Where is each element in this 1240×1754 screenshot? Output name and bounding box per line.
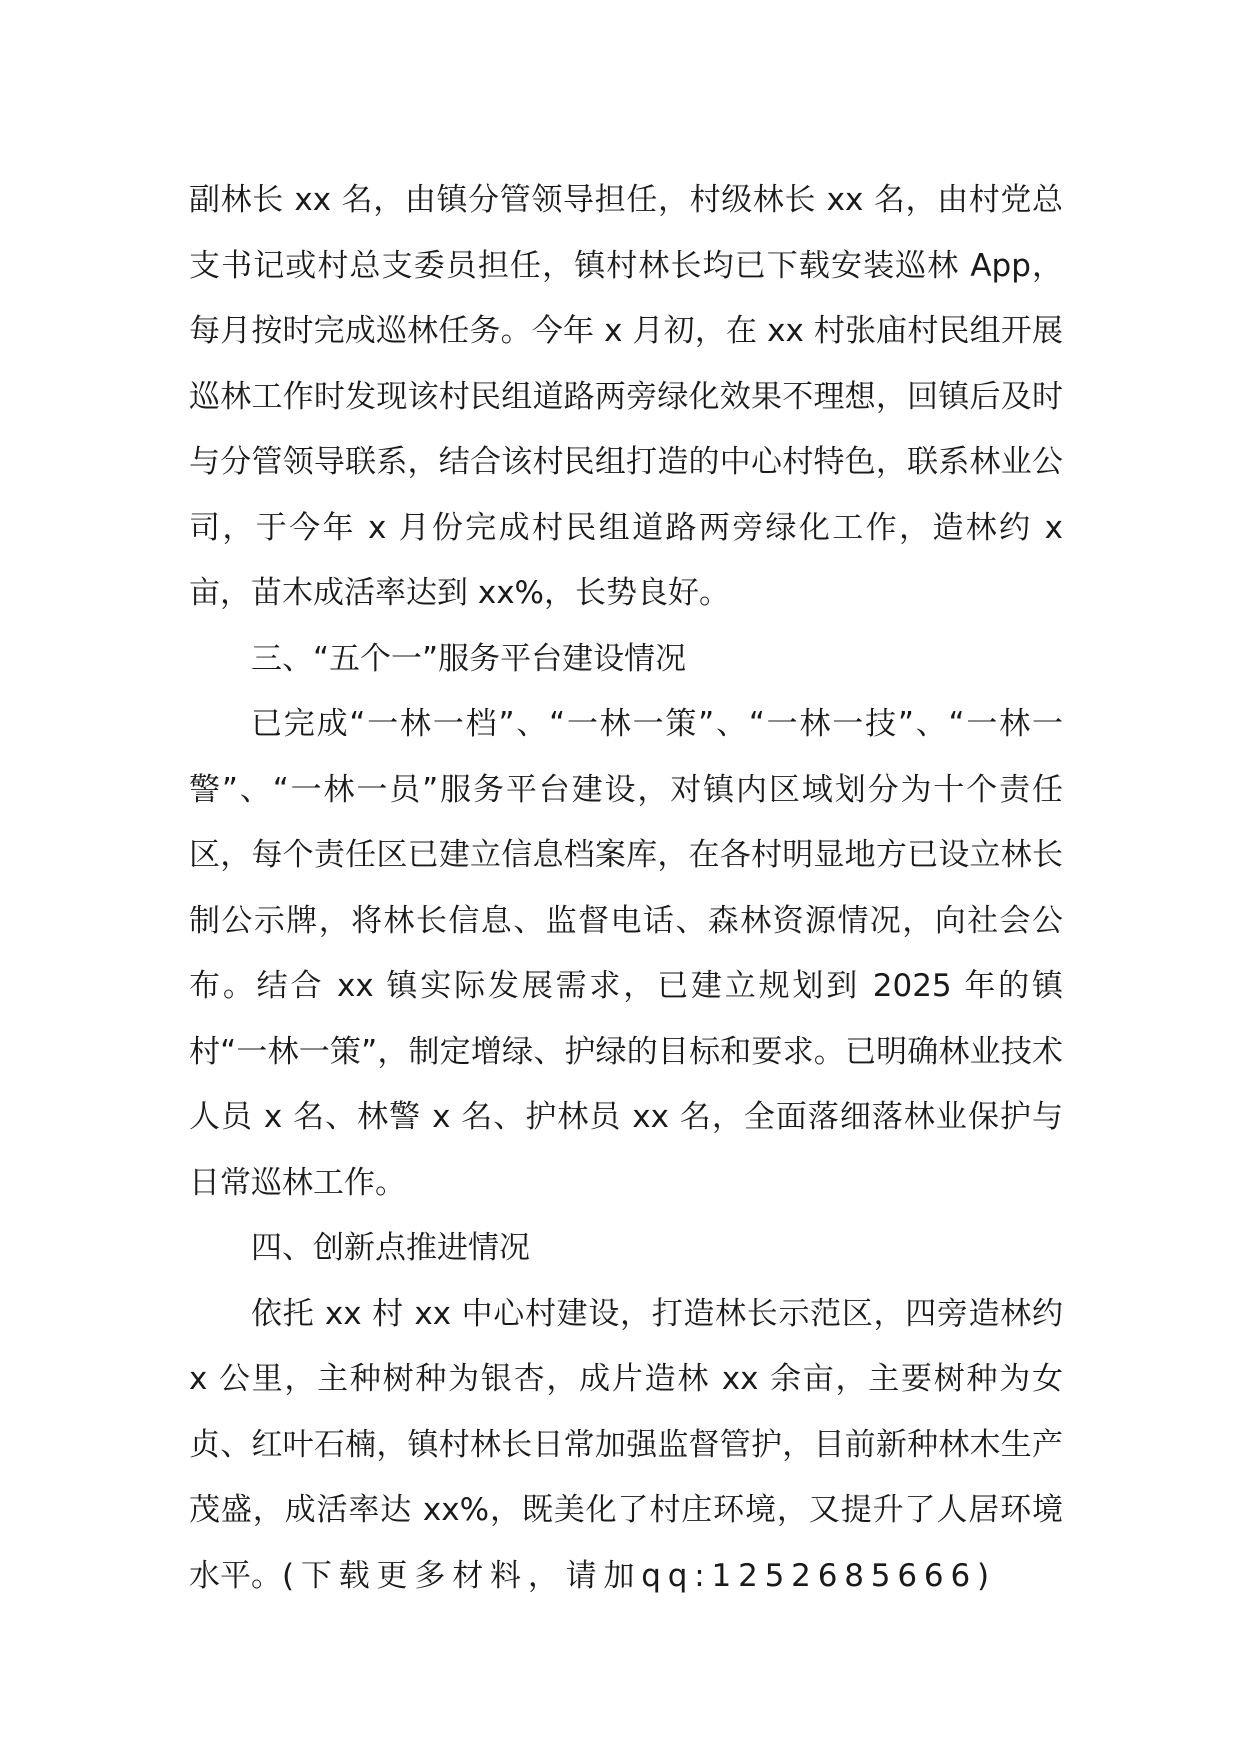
section-heading-innovation: 四、创新点推进情况 (251, 1230, 530, 1266)
paragraph-innovation-text: 依托 xx 村 xx 中心村建设，打造林长示范区，四旁造林约 x 公里，主种树种为银杏，成片造林 xx 余亩，主要树种为女贞、红叶石楠，镇村林长日常加强监督管护，目前新种林木生产茂盛，成活率达 xx%，既美化了村庄环境，又提升了人居环境水平。 (189, 1295, 1063, 1594)
promo-contact-note: (下载更多材料，请加qq:1252685666) (282, 1557, 996, 1594)
document-body (189, 168, 1063, 1609)
paragraph-innovation (189, 1282, 1063, 1610)
paragraph-forest-chief-staffing: 副林长 xx 名，由镇分管领导担任，村级林长 xx 名，由村党总支书记或村总支委员担任，镇村林长均已下载安装巡林 App，每月按时完成巡林任务。今年 x 月初，在 xx 村张庙村民组开展巡林工作时发现该村民组道路两旁绿化效果不理想，回镇后及时与分管领导联系，结合该村民组打造的中心村特色，联系林业公司，于今年 x 月份完成村民组道路两旁绿化工作，造林约 x 亩，苗木成活率达到 xx%，长势良好。 (189, 182, 1063, 611)
section-heading-service-platform: 三、“五个一”服务平台建设情况 (251, 640, 687, 677)
paragraph-service-platform: 已完成“一林一档”、“一林一策”、“一林一技”、“一林一警”、“一林一员”服务平台建设，对镇内区域划分为十个责任区，每个责任区已建立信息档案库，在各村明显地方已设立林长制公示牌，将林长信息、监督电话、森林资源情况，向社会公布。结合 xx 镇实际发展需求，已建立规划到 2025 年的镇村“一林一策”，制定增绿、护绿的目标和要求。已明确林业技术人员 x 名、林警 x 名、护林员 xx 名，全面落细落林业保护与日常巡林工作。 (189, 706, 1063, 1201)
